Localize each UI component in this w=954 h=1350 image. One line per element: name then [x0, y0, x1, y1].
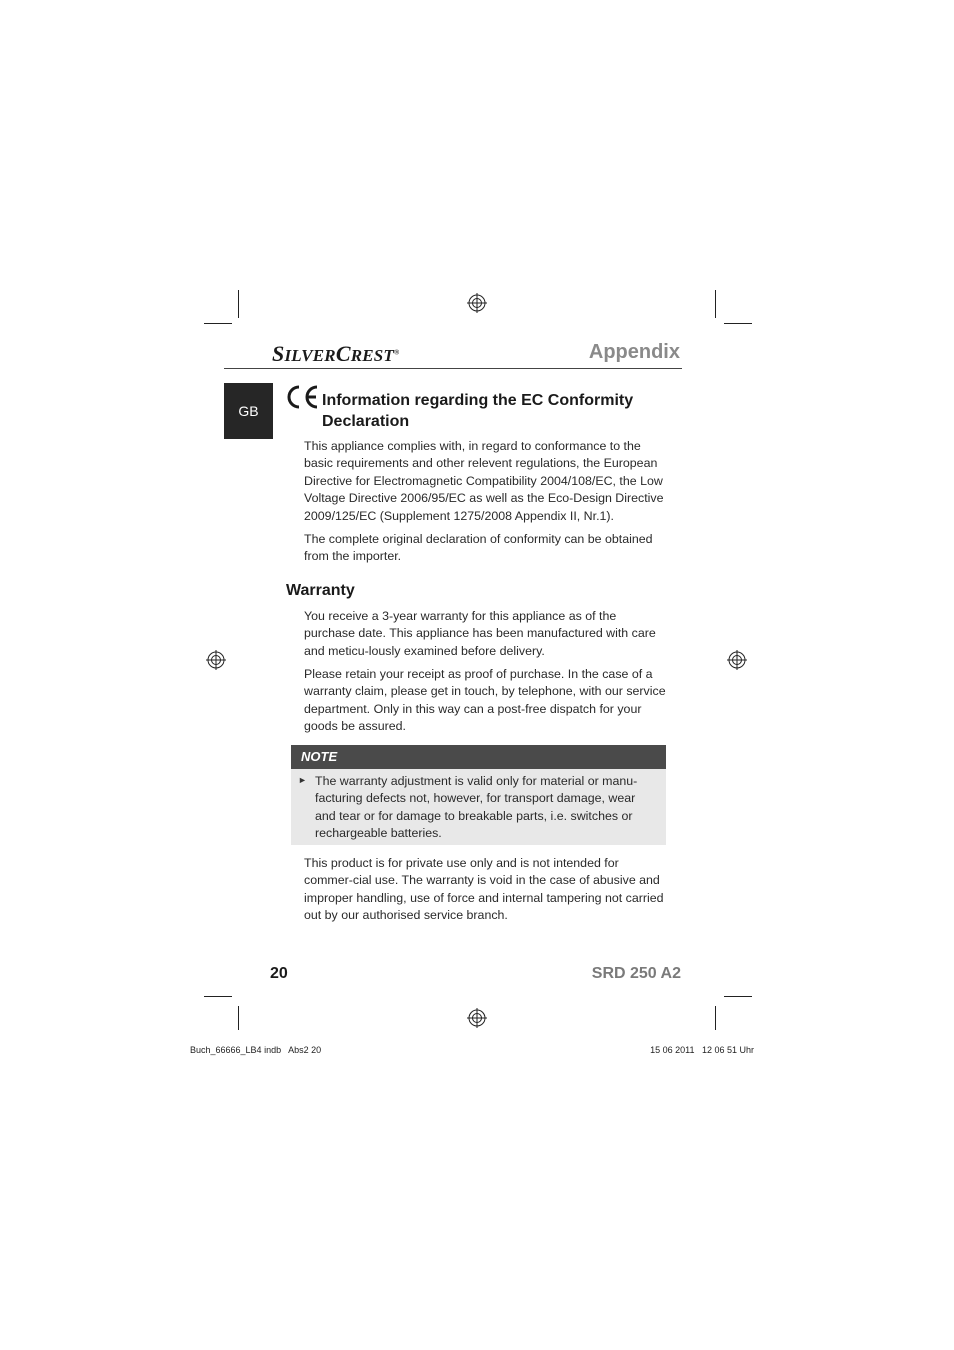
crop-mark: [238, 290, 239, 318]
crop-mark: [204, 996, 232, 997]
ce-mark-icon: [286, 384, 320, 410]
warranty-paragraph-3: This product is for private use only and is not intended for commer-cial use. The warranty is void in the case of abusive and improper handling, use of force and internal tampering not carried out by our authorised service branch.: [304, 856, 664, 923]
ec-paragraph: [304, 531, 670, 566]
note-label: NOTE: [291, 745, 666, 769]
warranty-paragraph: [304, 608, 670, 660]
section-title: Appendix: [588, 341, 680, 363]
registration-mark-icon: [467, 293, 487, 313]
warranty-paragraph-2: Please retain your receipt as proof of purchase. In the case of a warranty claim, please get in touch, by telephone, with our service department. Only in this way can a post-free dispatch for your goods be assured.: [304, 667, 666, 734]
registration-mark-icon: [727, 650, 747, 670]
ec-heading: [322, 390, 633, 432]
print-slug-left: Buch_66666_LB4 indb Abs2 20: [190, 1045, 322, 1055]
crop-mark: [238, 1006, 239, 1030]
ec-heading-line1: Information regarding the EC Conformity: [322, 392, 634, 409]
note-text: The warranty adjustment is valid only for material or manu-facturing defects not, however, for transport damage, wear and tear or for damage to breakable parts, i.e. switches or rechargeable batteries.: [315, 774, 638, 841]
crop-mark: [724, 323, 752, 324]
crop-mark: [715, 290, 716, 318]
registration-mark-icon: [467, 1008, 487, 1028]
warranty-paragraph: [304, 666, 670, 736]
registration-mark-icon: [206, 650, 226, 670]
warranty-paragraph: [304, 855, 670, 925]
crop-mark: [715, 1006, 716, 1030]
crop-mark: [204, 323, 232, 324]
ec-paragraph: [304, 438, 670, 525]
model-number: SRD 250 A2: [591, 965, 681, 982]
crop-mark: [724, 996, 752, 997]
warranty-heading: Warranty: [286, 582, 355, 599]
arrow-bullet-icon: ►: [298, 775, 307, 785]
language-tab: GB: [224, 383, 273, 439]
warranty-paragraph-1: You receive a 3-year warranty for this appliance as of the purchase date. This appliance has been manufactured with care and meticu-lously examined before delivery.: [304, 609, 656, 658]
ec-paragraph-2: The complete original declaration of conformity can be obtained from the importer.: [304, 532, 653, 564]
page-number: 20: [270, 965, 288, 982]
ec-heading-line2: Declaration: [322, 413, 410, 430]
brand-logo: SILVERCREST®: [272, 341, 400, 366]
print-slug-right: 15 06 2011 12 06 51 Uhr: [650, 1045, 754, 1055]
header-divider: [224, 368, 682, 369]
ec-paragraph-1: This appliance complies with, in regard to conformance to the basic requirements and other relevent regulations, the European Directive for Electromagnetic Compatibility 2004/108/EC, the Low Voltage Directive 2006/95/EC as well as the Eco-Design Directive 2009/125/EC (Supplement 1275/2008 Appendix II, Nr.1).: [304, 439, 664, 523]
